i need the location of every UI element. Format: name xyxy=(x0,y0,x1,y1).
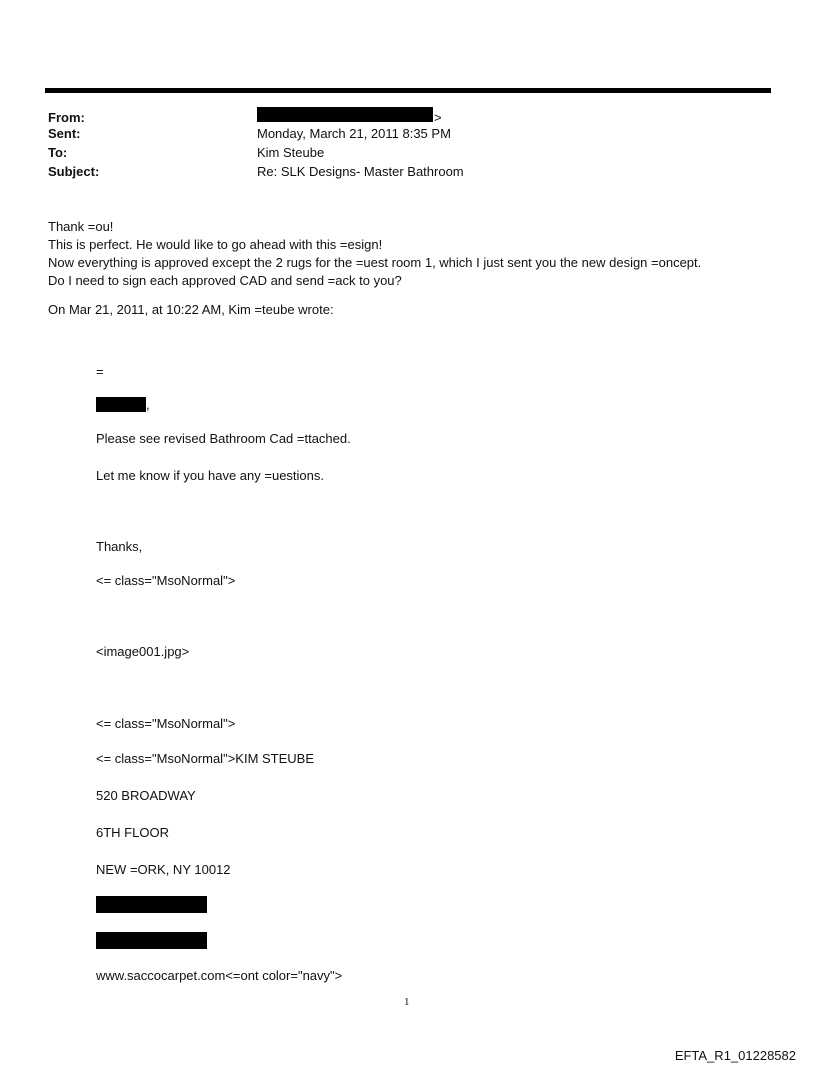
redaction-from xyxy=(257,107,433,122)
sent-label: Sent: xyxy=(48,126,81,141)
body-line: Do I need to sign each approved CAD and send =ack to you? xyxy=(48,273,402,288)
quoted-thanks: Thanks, xyxy=(96,539,143,554)
redaction-greeting xyxy=(96,397,146,412)
address-line: NEW =ORK, NY 10012 xyxy=(96,862,231,877)
subject-value: Re: SLK Designs- Master Bathroom xyxy=(257,164,464,179)
quoted-line: Let me know if you have any =uestions. xyxy=(96,468,324,483)
quote-intro: On Mar 21, 2011, at 10:22 AM, Kim =teube wrote: xyxy=(48,302,334,317)
quoted-eq: = xyxy=(96,364,104,379)
from-label: From: xyxy=(48,110,85,125)
quoted-line: <= class="MsoNormal"> xyxy=(96,716,236,731)
body-line: Now everything is approved except the 2 rugs for the =uest room 1, which I just sent you the new design =oncept. xyxy=(48,255,702,270)
from-value: > xyxy=(434,110,442,125)
quoted-line: Please see revised Bathroom Cad =ttached. xyxy=(96,431,351,446)
redaction-fax xyxy=(96,932,207,949)
image-attachment[interactable]: <image001.jpg> xyxy=(96,644,190,659)
to-label: To: xyxy=(48,145,68,160)
subject-label: Subject: xyxy=(48,164,100,179)
address-line: 6TH FLOOR xyxy=(96,825,169,840)
body-line: Thank =ou! xyxy=(48,219,114,234)
quoted-line: <= class="MsoNormal"> xyxy=(96,573,236,588)
page-number: 1 xyxy=(404,996,410,1008)
address-line: 520 BROADWAY xyxy=(96,788,196,803)
sent-value: Monday, March 21, 2011 8:35 PM xyxy=(257,126,451,141)
quoted-line: <= class="MsoNormal">KIM STEUBE xyxy=(96,751,315,766)
to-value: Kim Steube xyxy=(257,145,325,160)
body-line: This is perfect. He would like to go ahead with this =esign! xyxy=(48,237,383,252)
redaction-phone xyxy=(96,896,207,913)
document-id: EFTA_R1_01228582 xyxy=(674,1048,796,1063)
website-line: www.saccocarpet.com<=ont color="navy"> xyxy=(96,968,343,983)
greeting-suffix: , xyxy=(146,397,150,412)
header-rule xyxy=(45,88,771,93)
